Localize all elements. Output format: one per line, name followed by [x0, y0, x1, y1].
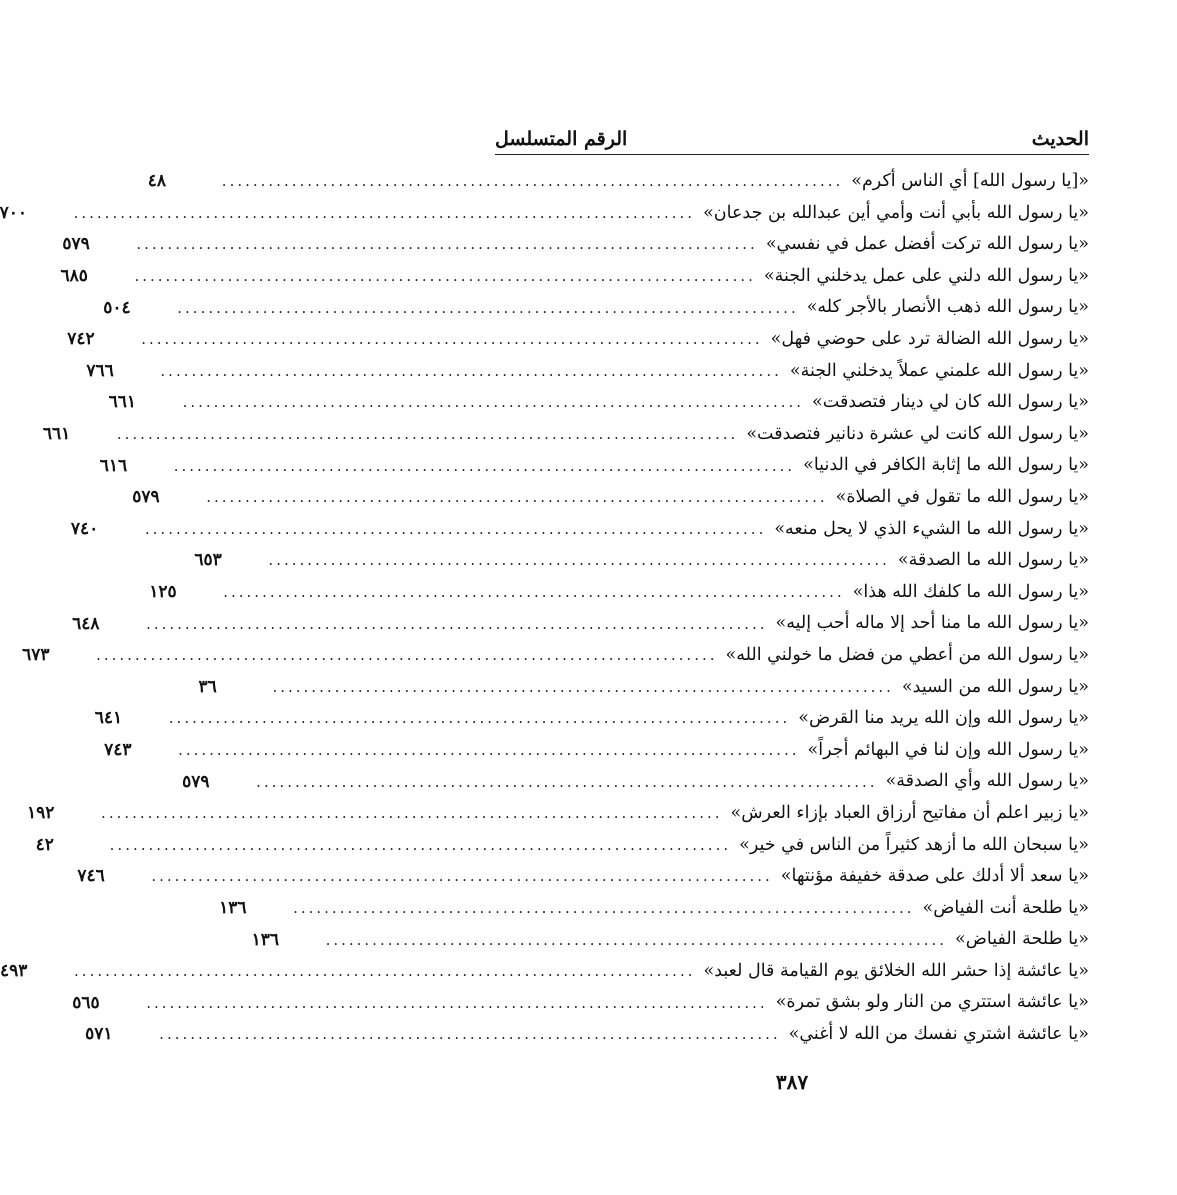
dot-leader: ................................................................................: [182, 393, 805, 412]
dot-leader: ................................................................................: [73, 203, 696, 222]
index-entry-row: [27, 798, 1089, 830]
hadith-text: «يا رسول الله ما كلفك الله هذا»: [852, 581, 1089, 602]
dot-leader: ................................................................................: [206, 488, 828, 507]
index-entry-row: [219, 893, 1089, 925]
serial-number: ٧٦٦: [86, 360, 114, 381]
index-entry-row: [104, 735, 1089, 767]
hadith-text: «يا رسول الله دلني على عمل يدخلني الجنة»: [763, 265, 1089, 286]
hadith-text: «يا رسول الله كانت لي عشرة دنانير فتصدقت»: [746, 423, 1089, 444]
dot-leader: ................................................................................: [178, 740, 800, 759]
index-entry-row: [132, 482, 1089, 514]
hadith-text: «يا رسول الله كان لي دينار فتصدقت»: [812, 392, 1089, 413]
dot-leader: ................................................................................: [101, 804, 723, 823]
serial-number: ٥٠٤: [103, 297, 131, 318]
serial-number: ٧٤٢: [67, 329, 95, 350]
dot-leader: ................................................................................: [151, 867, 773, 886]
hadith-text: «يا عائشة إذا حشر الله الخلائق يوم القيامة قال لعبد»: [703, 960, 1089, 981]
hadith-text: «يا زبير اعلم أن مفاتيح أرزاق العباد بإزاء العرش»: [730, 802, 1089, 823]
serial-number: ١٢٥: [149, 582, 177, 603]
hadith-text: «يا عائشة استتري من النار ولو بشق تمرة»: [775, 992, 1089, 1013]
index-entry-row: [42, 419, 1089, 451]
dot-leader: ................................................................................: [272, 677, 894, 696]
index-entry-row: [182, 766, 1089, 798]
hadith-text: «يا رسول الله ما الصدقة»: [897, 550, 1089, 571]
hadith-text: «يا رسول الله بأبي أنت وأمي أين عبدالله بن جدعان»: [703, 202, 1089, 223]
serial-number: ٥٧٩: [62, 234, 90, 255]
serial-number: ١٣٦: [219, 897, 247, 918]
hadith-text: «يا سبحان الله ما أزهد كثيراً من الناس في خير»: [739, 834, 1089, 855]
index-entry-row: [85, 1019, 1089, 1051]
hadith-column-header: الحديث: [1031, 128, 1089, 150]
index-entry-row: [198, 672, 1089, 704]
dot-leader: ................................................................................: [109, 835, 732, 854]
hadith-text: «يا رسول الله من أعطي من فضل ما خولني الله»: [725, 644, 1089, 665]
hadith-text: «يا رسول الله الضالة ترد على حوضي فهل»: [770, 329, 1089, 350]
dot-leader: ................................................................................: [74, 962, 696, 981]
hadith-text: «يا رسول الله وإن الله يريد منا القرض»: [798, 708, 1089, 729]
index-entries: [0, 166, 1089, 1051]
serial-number: ٧٤٦: [77, 866, 105, 887]
hadith-text: «يا سعد ألا أدلك على صدقة خفيفة مؤنتها»: [780, 866, 1089, 887]
serial-number: ٤٨: [147, 171, 167, 192]
hadith-text: «[يا رسول الله] أي الناس أكرم»: [851, 171, 1089, 192]
dot-leader: ................................................................................: [325, 930, 948, 949]
serial-number-column-header: الرقم المتسلسل: [495, 128, 628, 150]
index-entry-row: [72, 987, 1089, 1019]
dot-leader: ................................................................................: [134, 267, 756, 286]
hadith-text: «يا رسول الله ما الشيء الذي لا يحل منعه»: [774, 518, 1089, 539]
page-number: ٣٨٧: [775, 1070, 809, 1094]
serial-number: ٦٦١: [108, 392, 136, 413]
dot-leader: ................................................................................: [168, 709, 791, 728]
index-entry-row: [99, 450, 1089, 482]
hadith-text: «يا رسول الله وإن لنا في البهائم أجراً»: [807, 739, 1089, 760]
hadith-text: «يا طلحة الفياض»: [955, 929, 1089, 950]
dot-leader: ................................................................................: [256, 772, 878, 791]
dot-leader: ................................................................................: [177, 298, 799, 317]
dot-leader: ................................................................................: [293, 898, 915, 917]
index-entry-row: [194, 545, 1089, 577]
dot-leader: ................................................................................: [173, 456, 796, 475]
serial-number: ٤٢: [35, 834, 54, 855]
serial-number: ٦١٦: [99, 455, 128, 476]
dot-leader: ................................................................................: [223, 583, 845, 602]
hadith-text: «يا رسول الله ما منا أحد إلا ماله أحب إليه»: [775, 613, 1089, 634]
serial-number: ٦٧٣: [22, 645, 50, 666]
index-entry-row: [77, 861, 1089, 893]
serial-number: ٧٤٠: [70, 518, 99, 539]
dot-leader: ................................................................................: [136, 235, 758, 254]
serial-number: ٦٥٣: [194, 550, 222, 571]
dot-leader: ................................................................................: [159, 1025, 781, 1044]
hadith-text: «يا رسول الله علمني عملاً يدخلني الجنة»: [789, 360, 1089, 381]
dot-leader: ................................................................................: [146, 993, 768, 1012]
index-entry-row: [35, 829, 1089, 861]
dot-leader: ................................................................................: [141, 330, 763, 349]
table-header: [495, 120, 1089, 155]
serial-number: ٥٧٩: [182, 771, 210, 792]
dot-leader: ................................................................................: [96, 646, 718, 665]
index-entry-row: [103, 292, 1089, 324]
index-entry-row: [147, 166, 1089, 198]
dot-leader: ................................................................................: [268, 551, 890, 570]
serial-number: ٥٧٩: [132, 487, 160, 508]
hadith-text: «يا رسول الله ذهب الأنصار بالأجر كله»: [806, 297, 1089, 318]
index-entry-row: [70, 514, 1089, 546]
dot-leader: ................................................................................: [221, 172, 844, 191]
index-entry-row: [0, 956, 1089, 988]
index-entry-row: [251, 924, 1089, 956]
hadith-text: «يا عائشة اشتري نفسك من الله لا أغني»: [788, 1024, 1089, 1045]
index-entry-row: [22, 640, 1089, 672]
serial-number: ٦٤٨: [72, 613, 100, 634]
serial-number: ٥٧١: [85, 1024, 113, 1045]
serial-number: ٧٠٠: [0, 202, 28, 223]
hadith-text: «يا رسول الله من السيد»: [901, 676, 1089, 697]
hadith-text: «يا طلحة أنت الفياض»: [922, 897, 1089, 918]
index-entry-row: [67, 324, 1089, 356]
serial-number: ٤٩٣: [0, 961, 28, 982]
hadith-text: «يا رسول الله ما تقول في الصلاة»: [835, 486, 1089, 507]
serial-number: ٦٨٥: [60, 266, 88, 287]
index-entry-row: [86, 356, 1089, 388]
index-entry-row: [149, 577, 1089, 609]
dot-leader: ................................................................................: [116, 425, 739, 444]
dot-leader: ................................................................................: [160, 361, 782, 380]
hadith-text: «يا رسول الله ما إثابة الكافر في الدنيا»: [803, 455, 1089, 476]
serial-number: ٧٤٣: [104, 739, 132, 760]
index-entry-row: [60, 261, 1089, 293]
hadith-text: «يا رسول الله وأي الصدقة»: [885, 771, 1089, 792]
serial-number: ١٩٢: [27, 803, 55, 824]
index-entry-row: [108, 387, 1089, 419]
hadith-text: «يا رسول الله تركت أفضل عمل في نفسي»: [765, 234, 1089, 255]
index-entry-row: [62, 229, 1089, 261]
index-entry-row: [94, 703, 1089, 735]
serial-number: ٦٤١: [94, 708, 123, 729]
index-entry-row: [0, 198, 1089, 230]
dot-leader: ................................................................................: [146, 614, 768, 633]
serial-number: ٦٦١: [42, 424, 71, 445]
serial-number: ١٣٦: [251, 929, 279, 950]
serial-number: ٣٦: [198, 676, 217, 697]
index-entry-row: [72, 608, 1089, 640]
dot-leader: ................................................................................: [144, 519, 767, 538]
serial-number: ٥٦٥: [72, 992, 100, 1013]
